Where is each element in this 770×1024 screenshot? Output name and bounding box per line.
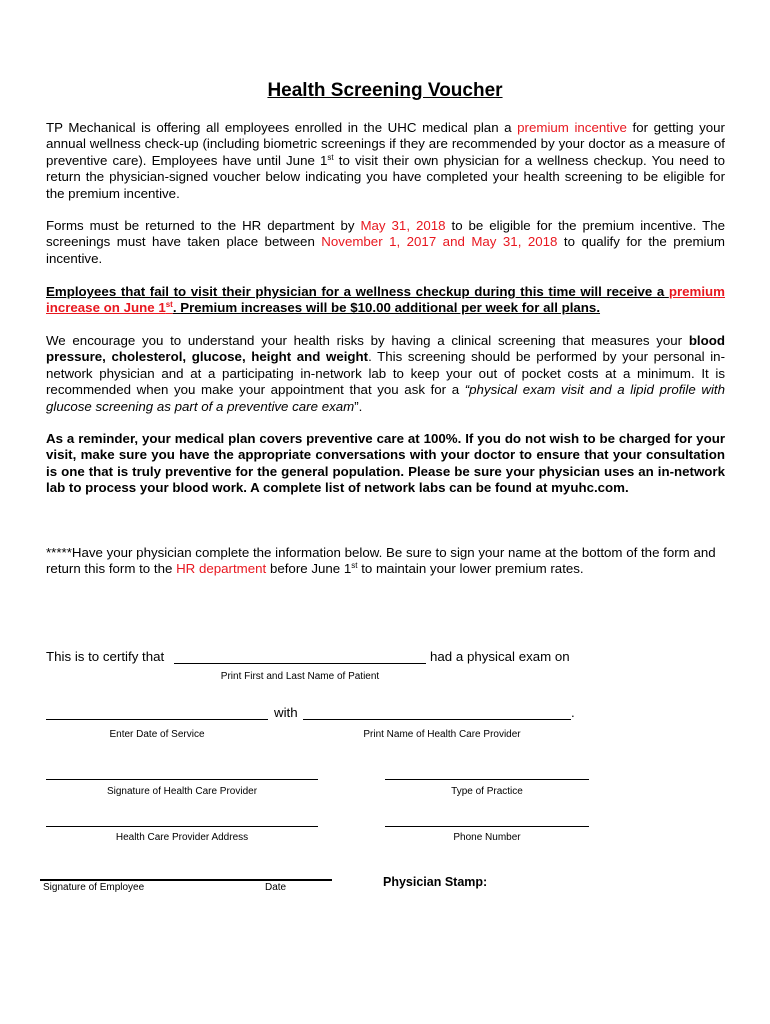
- patient-name-line[interactable]: [174, 663, 426, 664]
- phone-number-caption: Phone Number: [453, 832, 521, 843]
- deadline-text-2: to be eligible for the premium incentive. The screenings must have taken place between: [46, 218, 725, 250]
- physical-exam-label: had a physical exam on: [430, 649, 570, 664]
- intro-text-1: TP Mechanical is offering all employees enrolled in the UHC medical plan a: [46, 120, 518, 135]
- premium-incentive-highlight: premium incentive: [517, 120, 627, 135]
- employee-signature-caption: Signature of Employee: [43, 882, 145, 893]
- practice-type-caption: Type of Practice: [451, 786, 523, 797]
- employee-signature-line[interactable]: [40, 879, 332, 881]
- patient-name-caption: Print First and Last Name of Patient: [220, 671, 380, 682]
- physician-stamp-label: Physician Stamp:: [383, 875, 488, 889]
- superscript: st: [327, 152, 334, 162]
- appointment-request-text: “physical exam visit and a lipid profile with glucose screening as part of a preventive care exam: [46, 382, 725, 414]
- practice-type-line[interactable]: [385, 779, 589, 780]
- phone-number-line[interactable]: [385, 826, 589, 827]
- warning-paragraph: [46, 284, 725, 317]
- encourage-text-3: ”.: [354, 398, 363, 414]
- instructions-paragraph: [46, 545, 725, 578]
- intro-text-3: to visit their own physician for a wellness checkup. You need to return the physician-signed voucher below indicating you have completed your health screening to be eligible for the premium incentive.: [46, 152, 725, 201]
- deadline-date: May 31, 2018: [360, 218, 446, 233]
- encourage-text-1: We encourage you to understand your health risks by having a clinical screening that measures your: [46, 333, 689, 348]
- screening-date-range: November 1, 2017 and May 31, 2018: [321, 234, 558, 250]
- with-label: with: [274, 705, 298, 720]
- deadline-paragraph: [46, 218, 725, 267]
- reminder-paragraph: As a reminder, your medical plan covers preventive care at 100%. If you do not wish to be charged for your visit, make sure you have the appropriate conversations with your doctor to ensure that your consultation is one that is truly preventive for the general population. Please be sure your physician uses an in-network lab to process your blood work. A complete list of network labs can be found at myuhc.com.: [46, 431, 725, 496]
- period-mark: .: [571, 705, 575, 720]
- provider-name-line[interactable]: [303, 719, 571, 720]
- provider-signature-caption: Signature of Health Care Provider: [106, 786, 258, 797]
- service-date-caption: Enter Date of Service: [109, 729, 205, 740]
- provider-address-line[interactable]: [46, 826, 318, 827]
- warning-text-2: . Premium increases will be $10.00 additional per week for all plans.: [172, 300, 601, 316]
- screening-measures: blood pressure, cholesterol, glucose, height and weight: [46, 333, 725, 365]
- intro-text-2: for getting your annual wellness check-up (including biometric screenings if they are recommended by your doctor as a measure of preventive care). Employees have until June 1: [46, 120, 725, 168]
- encourage-paragraph: [46, 333, 725, 415]
- warning-text-1: Employees that fail to visit their physician for a wellness checkup during this time will receive a: [46, 284, 669, 299]
- provider-address-caption: Health Care Provider Address: [115, 832, 249, 843]
- premium-increase-text: premium increase on June 1: [46, 284, 725, 316]
- instructions-text-3: to maintain your lower premium rates.: [357, 561, 584, 577]
- page-title: Health Screening Voucher: [267, 80, 503, 101]
- deadline-text-1: Forms must be returned to the HR department by: [46, 218, 361, 233]
- superscript: st: [351, 561, 358, 571]
- encourage-text-2: . This screening should be performed by your personal in-network physician and at a participating in-network lab to keep your out of pocket costs at a minimum. It is recommended when you make your appointment that you ask for a: [46, 349, 726, 398]
- service-date-line[interactable]: [46, 719, 268, 720]
- intro-paragraph: [46, 120, 725, 202]
- provider-name-caption: Print Name of Health Care Provider: [363, 729, 521, 740]
- certify-label: This is to certify that: [46, 649, 165, 664]
- provider-signature-line[interactable]: [46, 779, 318, 780]
- hr-department-highlight: HR department: [176, 561, 267, 577]
- superscript: st: [165, 300, 173, 310]
- date-caption: Date: [265, 882, 287, 893]
- instructions-text-1: *****Have your physician complete the information below. Be sure to sign your name at the bottom of the form and return this form to the: [46, 545, 716, 577]
- instructions-text-2: before June 1: [266, 561, 352, 577]
- deadline-text-3: to qualify for the premium incentive.: [46, 234, 725, 266]
